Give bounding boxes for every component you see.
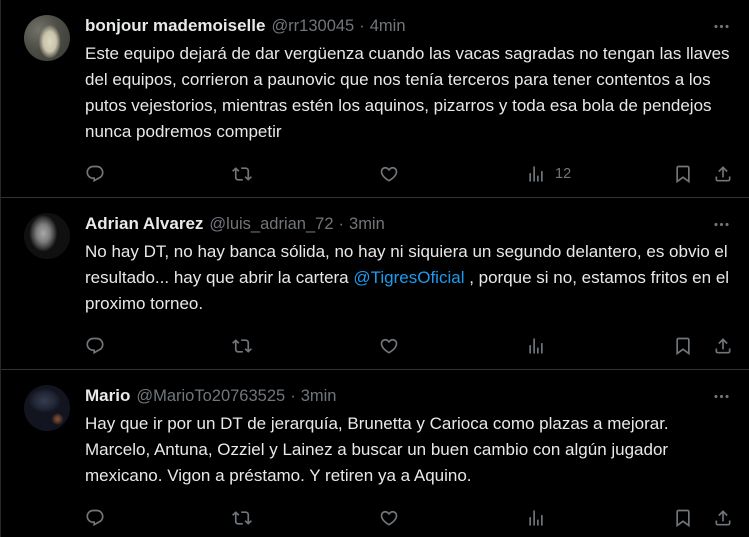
more-ellipsis-icon (712, 215, 731, 234)
more-ellipsis-icon (712, 17, 731, 36)
views-count: 12 (555, 166, 572, 182)
avatar[interactable] (24, 15, 70, 61)
bookmark-icon (673, 508, 693, 528)
avatar[interactable] (24, 213, 70, 259)
more-button[interactable] (710, 17, 733, 36)
tweet-text-segment: Hay que ir por un DT de jerarquía, Brunetta y Carioca como plazas a mejorar. Marcelo, Antuna, Ozziel y Lainez a buscar un buen cambio con algún jugador mexicano. Vigon a préstamo. Y retiren ya a Aquino. (85, 414, 669, 485)
reply-bubble-icon (85, 164, 105, 184)
tweet[interactable] (1, 0, 749, 198)
more-button[interactable] (710, 215, 733, 234)
heart-outline-icon (379, 336, 399, 356)
views-button[interactable] (526, 508, 673, 528)
bar-chart-icon (526, 164, 546, 184)
share-up-arrow-icon (713, 164, 733, 184)
user-handle[interactable]: @MarioTo20763525 (136, 387, 286, 405)
user-handle[interactable]: @rr130045 (271, 17, 355, 35)
display-name[interactable]: Mario (85, 386, 131, 405)
action-right-group (673, 336, 733, 356)
reply-button[interactable] (85, 164, 232, 184)
tweet-header (85, 385, 733, 407)
tweet-text-segment: , porque si no, estamos fritos en el proximo torneo. (85, 268, 730, 313)
share-button[interactable] (713, 508, 733, 528)
like-button[interactable] (379, 508, 526, 528)
timestamp[interactable]: 4min (369, 17, 406, 35)
reply-button[interactable] (85, 336, 232, 356)
tweet-text-segment: No hay DT, no hay banca sólida, no hay ni siquiera un segundo delantero, es obvio el resultado... hay que abrir la cartera (85, 242, 728, 287)
views-button[interactable] (526, 336, 673, 356)
timestamp[interactable]: 3min (300, 387, 337, 405)
timestamp[interactable]: 3min (349, 215, 385, 233)
tweet[interactable] (1, 198, 749, 370)
reply-button[interactable] (85, 508, 232, 528)
more-ellipsis-icon (712, 387, 731, 406)
action-bar (85, 157, 733, 191)
repost-button[interactable] (232, 508, 379, 528)
share-up-arrow-icon (713, 508, 733, 528)
repost-arrows-icon (232, 336, 252, 356)
more-button[interactable] (710, 387, 733, 406)
reply-bubble-icon (85, 336, 105, 356)
tweet-header (85, 213, 733, 235)
share-button[interactable] (713, 164, 733, 184)
repost-arrows-icon (232, 164, 252, 184)
tweet-text (85, 239, 733, 317)
separator-dot: · (338, 215, 345, 233)
user-handle[interactable]: @luis_adrian_72 (209, 215, 334, 233)
mention-link[interactable]: @TigresOficial (353, 268, 465, 287)
tweet-content (85, 385, 733, 535)
tweet-text (85, 41, 733, 145)
bookmark-button[interactable] (673, 164, 693, 184)
display-name[interactable]: bonjour mademoiselle (85, 16, 266, 35)
separator-dot: · (290, 387, 296, 405)
avatar[interactable] (24, 385, 70, 431)
bookmark-icon (673, 336, 693, 356)
share-button[interactable] (713, 336, 733, 356)
action-right-group (673, 164, 733, 184)
tweet-content (85, 15, 733, 191)
bar-chart-icon (526, 508, 546, 528)
like-button[interactable] (379, 336, 526, 356)
reply-bubble-icon (85, 508, 105, 528)
bookmark-icon (673, 164, 693, 184)
display-name[interactable]: Adrian Alvarez (85, 214, 204, 233)
repost-button[interactable] (232, 336, 379, 356)
views-button[interactable] (526, 164, 673, 184)
share-up-arrow-icon (713, 336, 733, 356)
tweet[interactable] (1, 370, 749, 537)
bookmark-button[interactable] (673, 336, 693, 356)
repost-arrows-icon (232, 508, 252, 528)
bookmark-button[interactable] (673, 508, 693, 528)
heart-outline-icon (379, 508, 399, 528)
tweet-text (85, 411, 733, 489)
heart-outline-icon (379, 164, 399, 184)
separator-dot: · (359, 17, 365, 35)
action-bar (85, 329, 733, 363)
like-button[interactable] (379, 164, 526, 184)
tweet-content (85, 213, 733, 363)
tweet-text-segment: Este equipo dejará de dar vergüenza cuando las vacas sagradas no tengan las llaves del equipos, corrieron a paunovic que nos tenía terceros para tener contentos a los putos vejestorios, mientras estén los aquinos, pizarros y toda esa bola de pendejos nunca podremos competir (85, 44, 730, 141)
repost-button[interactable] (232, 164, 379, 184)
action-right-group (673, 508, 733, 528)
bar-chart-icon (526, 336, 546, 356)
tweet-header (85, 15, 733, 37)
action-bar (85, 501, 733, 535)
